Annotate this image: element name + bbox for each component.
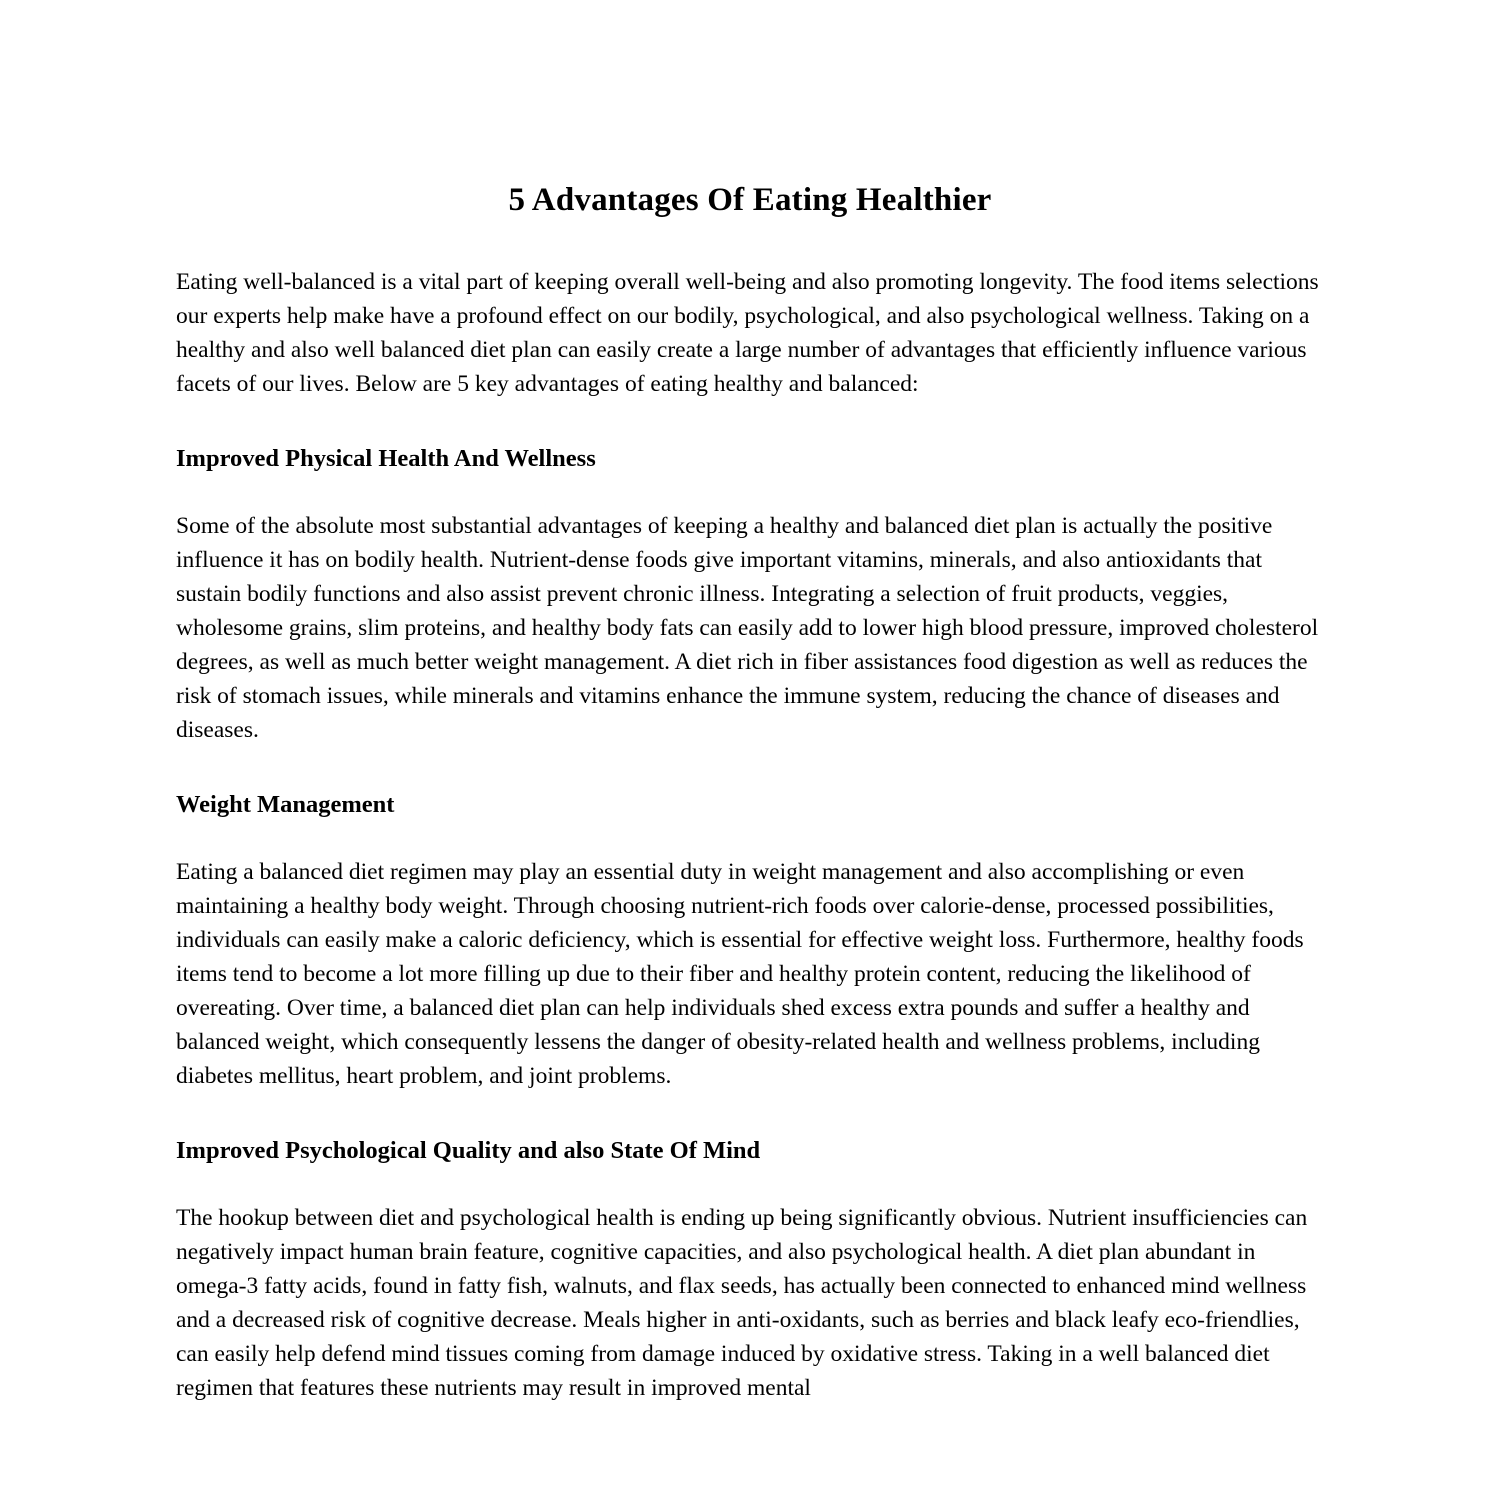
section-heading-weight-management: Weight Management [176,791,395,818]
document-title: 5 Advantages Of Eating Healthier [508,182,992,218]
section-paragraph-weight-management: Eating a balanced diet regimen may play an essential duty in weight management and also accomplishing or even maintaining a healthy body weight. Through choosing nutrient-rich foods over calorie-dense, processed possibilities, individuals can easily make a caloric deficiency, which is essential for effective weight loss. Furthermore, healthy foods items tend to become a lot more filling up due to their fiber and healthy protein content, reducing the likelihood of overeating. Over time, a balanced diet plan can help individuals shed excess extra pounds and suffer a healthy and balanced weight, which consequently lessens the danger of obesity-related health and wellness problems, including diabetes mellitus, heart problem, and joint problems. [176,859,1304,1089]
section-paragraph-physical-health: Some of the absolute most substantial advantages of keeping a healthy and balanced diet plan is actually the positive influence it has on bodily health. Nutrient-dense foods give important vitamins, minerals, and also antioxidants that sustain bodily functions and also assist prevent chronic illness. Integrating a selection of fruit products, veggies, wholesome grains, slim proteins, and healthy body fats can easily add to lower high blood pressure, improved cholesterol degrees, as well as much better weight management. A diet rich in fiber assistances food digestion as well as reduces the risk of stomach issues, while minerals and vitamins enhance the immune system, reducing the chance of diseases and diseases. [176,513,1319,743]
section-heading-psychological-quality: Improved Psychological Quality and also State Of Mind [176,1137,761,1164]
section-paragraph-psychological-quality: The hookup between diet and psychological health is ending up being significantly obvious. Nutrient insufficiencies can negatively impact human brain feature, cognitive capacities, and also psychological health. A diet plan abundant in omega-3 fatty acids, found in fatty fish, walnuts, and flax seeds, has actually been connected to enhanced mind wellness and a decreased risk of cognitive decrease. Meals higher in anti-oxidants, such as berries and black leafy eco-friendlies, can easily help defend mind tissues coming from damage induced by oxidative stress. Taking in a well balanced diet regimen that features these nutrients may result in improved mental [176,1205,1308,1401]
intro-paragraph: Eating well-balanced is a vital part of keeping overall well-being and also promoting longevity. The food items selections our experts help make have a profound effect on our bodily, psychological, and also psychological wellness. Taking on a healthy and also well balanced diet plan can easily create a large number of advantages that efficiently influence various facets of our lives. Below are 5 key advantages of eating healthy and balanced: [176,269,1319,397]
section-heading-physical-health: Improved Physical Health And Wellness [176,445,596,472]
